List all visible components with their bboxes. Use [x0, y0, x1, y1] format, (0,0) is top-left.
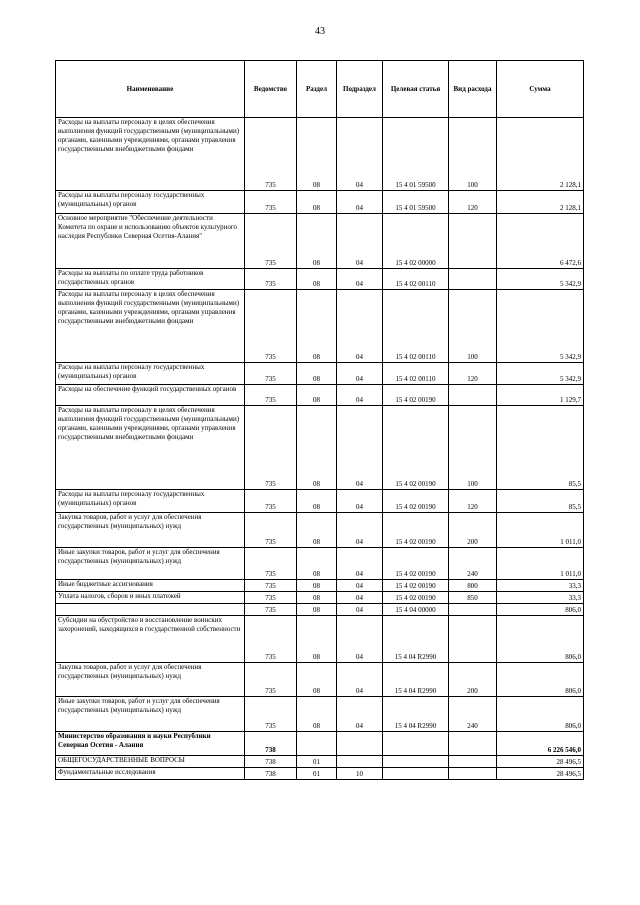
cell-name: Закупка товаров, работ и услуг для обеспечения государственных (муниципальных) нужд	[56, 513, 245, 548]
cell-target: 15 4 04 00000	[383, 604, 449, 616]
header-row	[56, 61, 584, 118]
table-row	[56, 663, 584, 697]
cell-sum: 2 128,1	[497, 191, 584, 214]
cell-exp-type	[449, 214, 497, 269]
cell-subsection	[337, 732, 383, 756]
cell-section: 01	[297, 756, 337, 768]
cell-section: 08	[297, 363, 337, 385]
cell-target: 15 4 02 00110	[383, 363, 449, 385]
table-row	[56, 604, 584, 616]
cell-exp-type	[449, 269, 497, 290]
cell-exp-type: 100	[449, 290, 497, 363]
cell-dept: 735	[245, 513, 297, 548]
cell-subsection: 04	[337, 592, 383, 604]
cell-exp-type: 240	[449, 697, 497, 732]
cell-section: 08	[297, 290, 337, 363]
cell-subsection: 04	[337, 697, 383, 732]
cell-name	[56, 604, 245, 616]
cell-name: ОБЩЕГОСУДАРСТВЕННЫЕ ВОПРОСЫ	[56, 756, 245, 768]
cell-target: 15 4 04 R2990	[383, 697, 449, 732]
cell-exp-type: 100	[449, 406, 497, 490]
cell-name: Расходы на обеспечение функций государственных органов	[56, 385, 245, 406]
cell-subsection: 04	[337, 663, 383, 697]
table-row	[56, 592, 584, 604]
table-row	[56, 490, 584, 513]
cell-exp-type: 100	[449, 118, 497, 191]
cell-section: 08	[297, 385, 337, 406]
cell-dept: 735	[245, 616, 297, 663]
cell-sum: 5 342,9	[497, 269, 584, 290]
cell-exp-type: 120	[449, 191, 497, 214]
cell-subsection: 04	[337, 385, 383, 406]
cell-sum: 1 129,7	[497, 385, 584, 406]
table-row	[56, 269, 584, 290]
cell-dept: 735	[245, 214, 297, 269]
cell-sum: 806,0	[497, 697, 584, 732]
cell-exp-type	[449, 732, 497, 756]
cell-exp-type	[449, 756, 497, 768]
cell-dept: 735	[245, 385, 297, 406]
cell-section	[297, 732, 337, 756]
cell-sum: 5 342,9	[497, 363, 584, 385]
cell-exp-type	[449, 604, 497, 616]
cell-name: Расходы на выплаты персоналу государственных (муниципальных) органов	[56, 363, 245, 385]
header-subsection: Подраздел	[337, 61, 383, 118]
cell-exp-type	[449, 616, 497, 663]
cell-section: 08	[297, 269, 337, 290]
cell-dept: 735	[245, 290, 297, 363]
cell-section: 08	[297, 604, 337, 616]
cell-section: 08	[297, 616, 337, 663]
header-section: Раздел	[297, 61, 337, 118]
cell-dept: 735	[245, 191, 297, 214]
cell-section: 08	[297, 513, 337, 548]
cell-dept: 735	[245, 363, 297, 385]
table-row	[56, 214, 584, 269]
cell-exp-type: 200	[449, 663, 497, 697]
cell-subsection	[337, 756, 383, 768]
cell-sum: 2 128,1	[497, 118, 584, 191]
cell-target: 15 4 02 00110	[383, 269, 449, 290]
cell-subsection: 04	[337, 214, 383, 269]
header-sum: Сумма	[497, 61, 584, 118]
table-row	[56, 697, 584, 732]
cell-name: Расходы на выплаты персоналу государственных (муниципальных) органов	[56, 191, 245, 214]
table-row	[56, 580, 584, 592]
cell-dept: 735	[245, 118, 297, 191]
table-row	[56, 548, 584, 580]
cell-subsection: 04	[337, 118, 383, 191]
cell-target: 15 4 02 00190	[383, 592, 449, 604]
cell-name: Министерство образования и науки Республики Северная Осетия - Алания	[56, 732, 245, 756]
cell-dept: 735	[245, 269, 297, 290]
cell-target: 15 4 02 00110	[383, 290, 449, 363]
cell-name: Расходы на выплаты персоналу государственных (муниципальных) органов	[56, 490, 245, 513]
budget-table	[55, 60, 584, 780]
header-target: Целевая статья	[383, 61, 449, 118]
table-row	[56, 290, 584, 363]
cell-target: 15 4 02 00190	[383, 385, 449, 406]
cell-dept: 738	[245, 756, 297, 768]
cell-name: Расходы на выплаты персоналу в целях обеспечения выполнения функций государственными (муниципальными) органами, казенными учреждениями, органами управления государственными внебюджетными фондами	[56, 118, 245, 191]
cell-exp-type: 120	[449, 490, 497, 513]
cell-section: 08	[297, 580, 337, 592]
cell-sum: 6 472,6	[497, 214, 584, 269]
header-dept: Ведомство	[245, 61, 297, 118]
cell-exp-type: 240	[449, 548, 497, 580]
cell-subsection: 04	[337, 406, 383, 490]
cell-target: 15 4 02 00190	[383, 580, 449, 592]
cell-target: 15 4 02 00190	[383, 406, 449, 490]
cell-target	[383, 756, 449, 768]
cell-name: Фундаментальные исследования	[56, 768, 245, 780]
cell-sum: 806,0	[497, 604, 584, 616]
header-name: Наименование	[56, 61, 245, 118]
cell-dept: 735	[245, 406, 297, 490]
cell-target: 15 4 01 59500	[383, 118, 449, 191]
cell-subsection: 04	[337, 490, 383, 513]
cell-section: 08	[297, 490, 337, 513]
cell-target	[383, 732, 449, 756]
cell-section: 08	[297, 214, 337, 269]
cell-name: Субсидии на обустройство и восстановление воинских захоронений, находящихся в государственной собственности	[56, 616, 245, 663]
cell-sum: 1 011,0	[497, 513, 584, 548]
cell-sum: 806,0	[497, 663, 584, 697]
cell-section: 08	[297, 697, 337, 732]
cell-exp-type: 850	[449, 592, 497, 604]
cell-section: 08	[297, 548, 337, 580]
cell-section: 08	[297, 663, 337, 697]
cell-exp-type: 800	[449, 580, 497, 592]
cell-sum: 85,5	[497, 490, 584, 513]
cell-name: Расходы на выплаты по оплате труда работников государственных органов	[56, 269, 245, 290]
cell-section: 08	[297, 592, 337, 604]
cell-dept: 735	[245, 490, 297, 513]
cell-sum: 28 496,5	[497, 768, 584, 780]
cell-dept: 738	[245, 768, 297, 780]
page-number: 43	[315, 26, 325, 37]
cell-sum: 33,3	[497, 580, 584, 592]
cell-dept: 735	[245, 604, 297, 616]
cell-target: 15 4 01 59500	[383, 191, 449, 214]
cell-sum: 1 011,0	[497, 548, 584, 580]
cell-name: Основное мероприятие "Обеспечение деятельности Комитета по охране и использованию объектов культурного наследия Республики Северная Осетия-Алания"	[56, 214, 245, 269]
table-row	[56, 513, 584, 548]
cell-subsection: 04	[337, 363, 383, 385]
cell-name: Уплата налогов, сборов и иных платежей	[56, 592, 245, 604]
cell-name: Иные закупки товаров, работ и услуг для обеспечения государственных (муниципальных) нужд	[56, 548, 245, 580]
cell-subsection: 04	[337, 580, 383, 592]
cell-subsection: 04	[337, 548, 383, 580]
cell-section: 01	[297, 768, 337, 780]
table-row	[56, 118, 584, 191]
cell-exp-type	[449, 768, 497, 780]
cell-target: 15 4 02 00190	[383, 548, 449, 580]
table-row	[56, 768, 584, 780]
table-row	[56, 385, 584, 406]
cell-sum: 33,3	[497, 592, 584, 604]
cell-exp-type	[449, 385, 497, 406]
cell-name: Иные бюджетные ассигнования	[56, 580, 245, 592]
cell-dept: 735	[245, 580, 297, 592]
table-row	[56, 363, 584, 385]
cell-target: 15 4 04 R2990	[383, 616, 449, 663]
cell-target: 15 4 02 00190	[383, 513, 449, 548]
cell-name: Иные закупки товаров, работ и услуг для обеспечения государственных (муниципальных) нужд	[56, 697, 245, 732]
cell-exp-type: 200	[449, 513, 497, 548]
cell-target: 15 4 02 00190	[383, 490, 449, 513]
cell-sum: 6 226 546,0	[497, 732, 584, 756]
cell-name: Расходы на выплаты персоналу в целях обеспечения выполнения функций государственными (муниципальными) органами, казенными учреждениями, органами управления государственными внебюджетными фондами	[56, 406, 245, 490]
cell-name: Закупка товаров, работ и услуг для обеспечения государственных (муниципальных) нужд	[56, 663, 245, 697]
cell-section: 08	[297, 406, 337, 490]
header-exp-type: Вид расхода	[449, 61, 497, 118]
cell-target: 15 4 04 R2990	[383, 663, 449, 697]
cell-dept: 735	[245, 697, 297, 732]
table-row	[56, 406, 584, 490]
cell-subsection: 04	[337, 269, 383, 290]
cell-subsection: 04	[337, 616, 383, 663]
cell-subsection: 10	[337, 768, 383, 780]
cell-name: Расходы на выплаты персоналу в целях обеспечения выполнения функций государственными (муниципальными) органами, казенными учреждениями, органами управления государственными внебюджетными фондами	[56, 290, 245, 363]
cell-exp-type: 120	[449, 363, 497, 385]
table-row	[56, 616, 584, 663]
table-row	[56, 732, 584, 756]
cell-sum: 5 342,9	[497, 290, 584, 363]
cell-section: 08	[297, 118, 337, 191]
cell-sum: 806,0	[497, 616, 584, 663]
cell-subsection: 04	[337, 604, 383, 616]
cell-target	[383, 768, 449, 780]
cell-section: 08	[297, 191, 337, 214]
cell-sum: 85,5	[497, 406, 584, 490]
cell-sum: 28 496,5	[497, 756, 584, 768]
table-row	[56, 756, 584, 768]
cell-target: 15 4 02 00000	[383, 214, 449, 269]
cell-subsection: 04	[337, 290, 383, 363]
cell-dept: 735	[245, 592, 297, 604]
cell-dept: 735	[245, 663, 297, 697]
cell-dept: 738	[245, 732, 297, 756]
cell-subsection: 04	[337, 191, 383, 214]
table-row	[56, 191, 584, 214]
cell-subsection: 04	[337, 513, 383, 548]
cell-dept: 735	[245, 548, 297, 580]
